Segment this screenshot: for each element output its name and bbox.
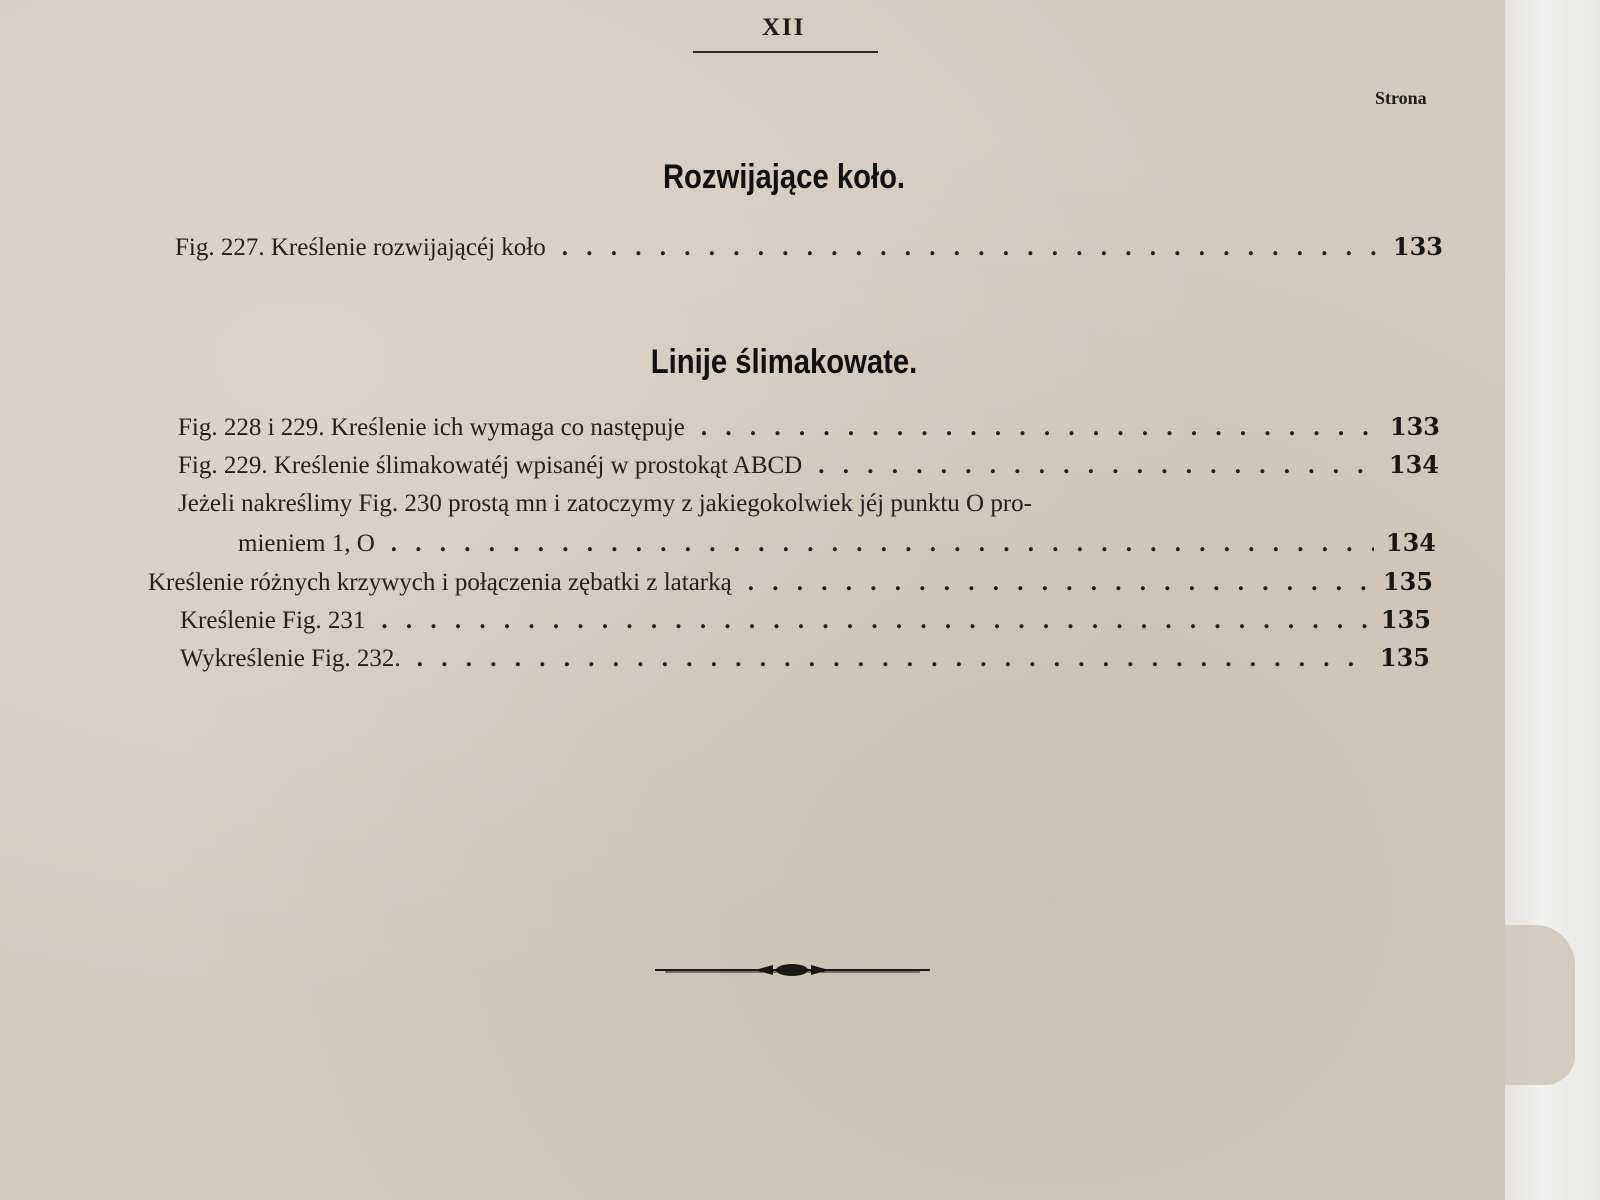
folio-rule [693, 51, 878, 53]
leader-dots [818, 452, 1377, 480]
toc-entry-page: 135 [1380, 605, 1431, 634]
leader-dots [381, 607, 1369, 635]
toc-entry-label-line1: Jeżeli nakreślimy Fig. 230 prostą mn i zatoczymy z jakiegokolwiek jéj punktu O pro- [178, 490, 1032, 517]
toc-entry [178, 412, 1440, 446]
toc-entry-label: Kreślenie Fig. 231 [180, 607, 366, 634]
toc-entry-page: 133 [1392, 232, 1443, 261]
page-column-label: Strona [1375, 88, 1427, 108]
toc-entry-page: 133 [1389, 412, 1440, 441]
toc-entry-page: 135 [1379, 643, 1430, 672]
leader-dots [701, 414, 1378, 442]
toc-entry-label: Fig. 227. Kreślenie rozwijającéj koło [175, 234, 546, 261]
section-heading-1: Rozwijające koło. [662, 158, 906, 196]
leader-dots [562, 234, 1381, 262]
toc-entry [238, 528, 1436, 562]
toc-entry [175, 232, 1443, 266]
toc-entry-label: Fig. 229. Kreślenie ślimakowatéj wpisanéj w prostokąt ABCD [178, 452, 803, 479]
leader-dots [417, 645, 1368, 673]
toc-entry-label: Kreślenie różnych krzywych i połączenia zębatki z latarką [148, 569, 732, 596]
section-heading-2: Linije ślimakowate. [650, 343, 918, 381]
toc-entry-label: Wykreślenie Fig. 232. [180, 645, 401, 672]
toc-entry [178, 450, 1439, 484]
toc-entry-page: 134 [1385, 528, 1436, 557]
leader-dots [748, 569, 1371, 597]
leader-dots [391, 530, 1374, 558]
toc-entry [180, 643, 1430, 677]
page-folio: XII [762, 14, 806, 41]
toc-entry-page: 134 [1388, 450, 1439, 479]
toc-entry [180, 605, 1431, 639]
torn-page-corner [1505, 925, 1575, 1085]
ornament-rule [655, 960, 930, 980]
toc-entry-label: Fig. 228 i 229. Kreślenie ich wymaga co następuje [178, 414, 685, 441]
toc-entry [148, 567, 1433, 601]
toc-entry-label: mieniem 1, O [238, 530, 375, 557]
toc-entry-page: 135 [1382, 567, 1433, 596]
